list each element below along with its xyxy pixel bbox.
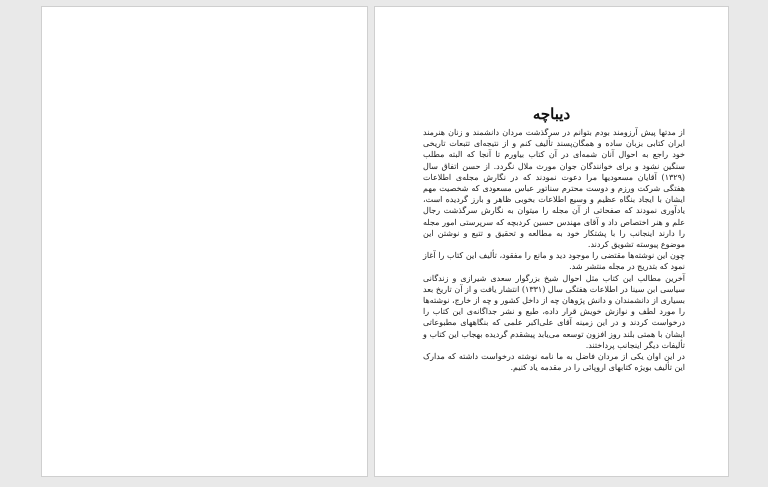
paragraph-2: چون این نوشته‌ها مقتضی را موجود دید و مانع را مفقود، تألیف این کتاب را آغاز نمود که بتدریج در مجله منتشر شد. bbox=[423, 251, 685, 272]
left-page-blank bbox=[41, 6, 368, 477]
page-title: دیباچه bbox=[532, 105, 571, 123]
paragraph-3: آخرین مطالب این کتاب مثل احوال شیخ بزرگوار سعدی شیرازی و زندگانی سیاسی ابن سینا در اطلاعات هفتگی سال (۱۳۳۱) انتشار یافت و از آن تاریخ بعد بسیاری از دانشمندان و دانش پژوهان چه از داخل کشور و چه از خارج، نوشته‌ها را مورد لطف و نوازش خویش قرار داده، طبع و نشر جداگانه‌ی این کتاب را درخواست کردند و در این زمینه آقای علی‌اکبر علمی که بنگاههای مطبوعاتی ایشان با همتی بلند روز افزون توسعه می‌یابد پیشقدم گردیده بهجاب این کتاب و تألیفات دیگر اینجانب پرداختند. bbox=[423, 273, 685, 350]
right-page bbox=[374, 6, 729, 477]
paragraph-1: از مدتها پیش آرزومند بودم بتوانم در سرگذشت مردان دانشمند و زنان هنرمند ایران کتابی بزبان ساده و همگان‌پسند تألیف کنم و از نتیجه‌ای تتبعات تاریخی خود راجع به احوال آنان شمه‌ای در آن کتاب بیاورم تا آنجا که البته مطلب سنگین نشود و برای خوانندگان جوان مورث ملال نگردد. از حسن اتفاق سال (۱۳۲۹) آقایان مسعودیها مرا دعوت نمودند که در نگارش مجله‌ی اطلاعات هفتگی شرکت ورزم و دوست محترم سناتور عباس مسعودی که شخصیت مهم ایشان با ایجاد بنگاه عظیم و وسیع اطلاعات بخوبی ظاهر و بارز گردیده است، یادآوری نمودند که صفحاتی از آن مجله را میتوان به نگارش سرگذشت رجال علم و هنر اختصاص داد و آقای مهندس حسین کردبچه که سرپرستی امور مجله را دارند اینجانب را با پشتکار خود به مطالعه و تحقیق و تتبع و نوشتن این موضوع پیوسته تشویق کردند. bbox=[423, 128, 685, 250]
paragraph-4: در این اوان یکی از مردان فاضل به ما نامه نوشته درخواست داشته که مدارک این تألیف بویژه کتابهای اروپائی را در مقدمه یاد کنیم. bbox=[423, 352, 685, 373]
preface-body bbox=[423, 127, 685, 373]
